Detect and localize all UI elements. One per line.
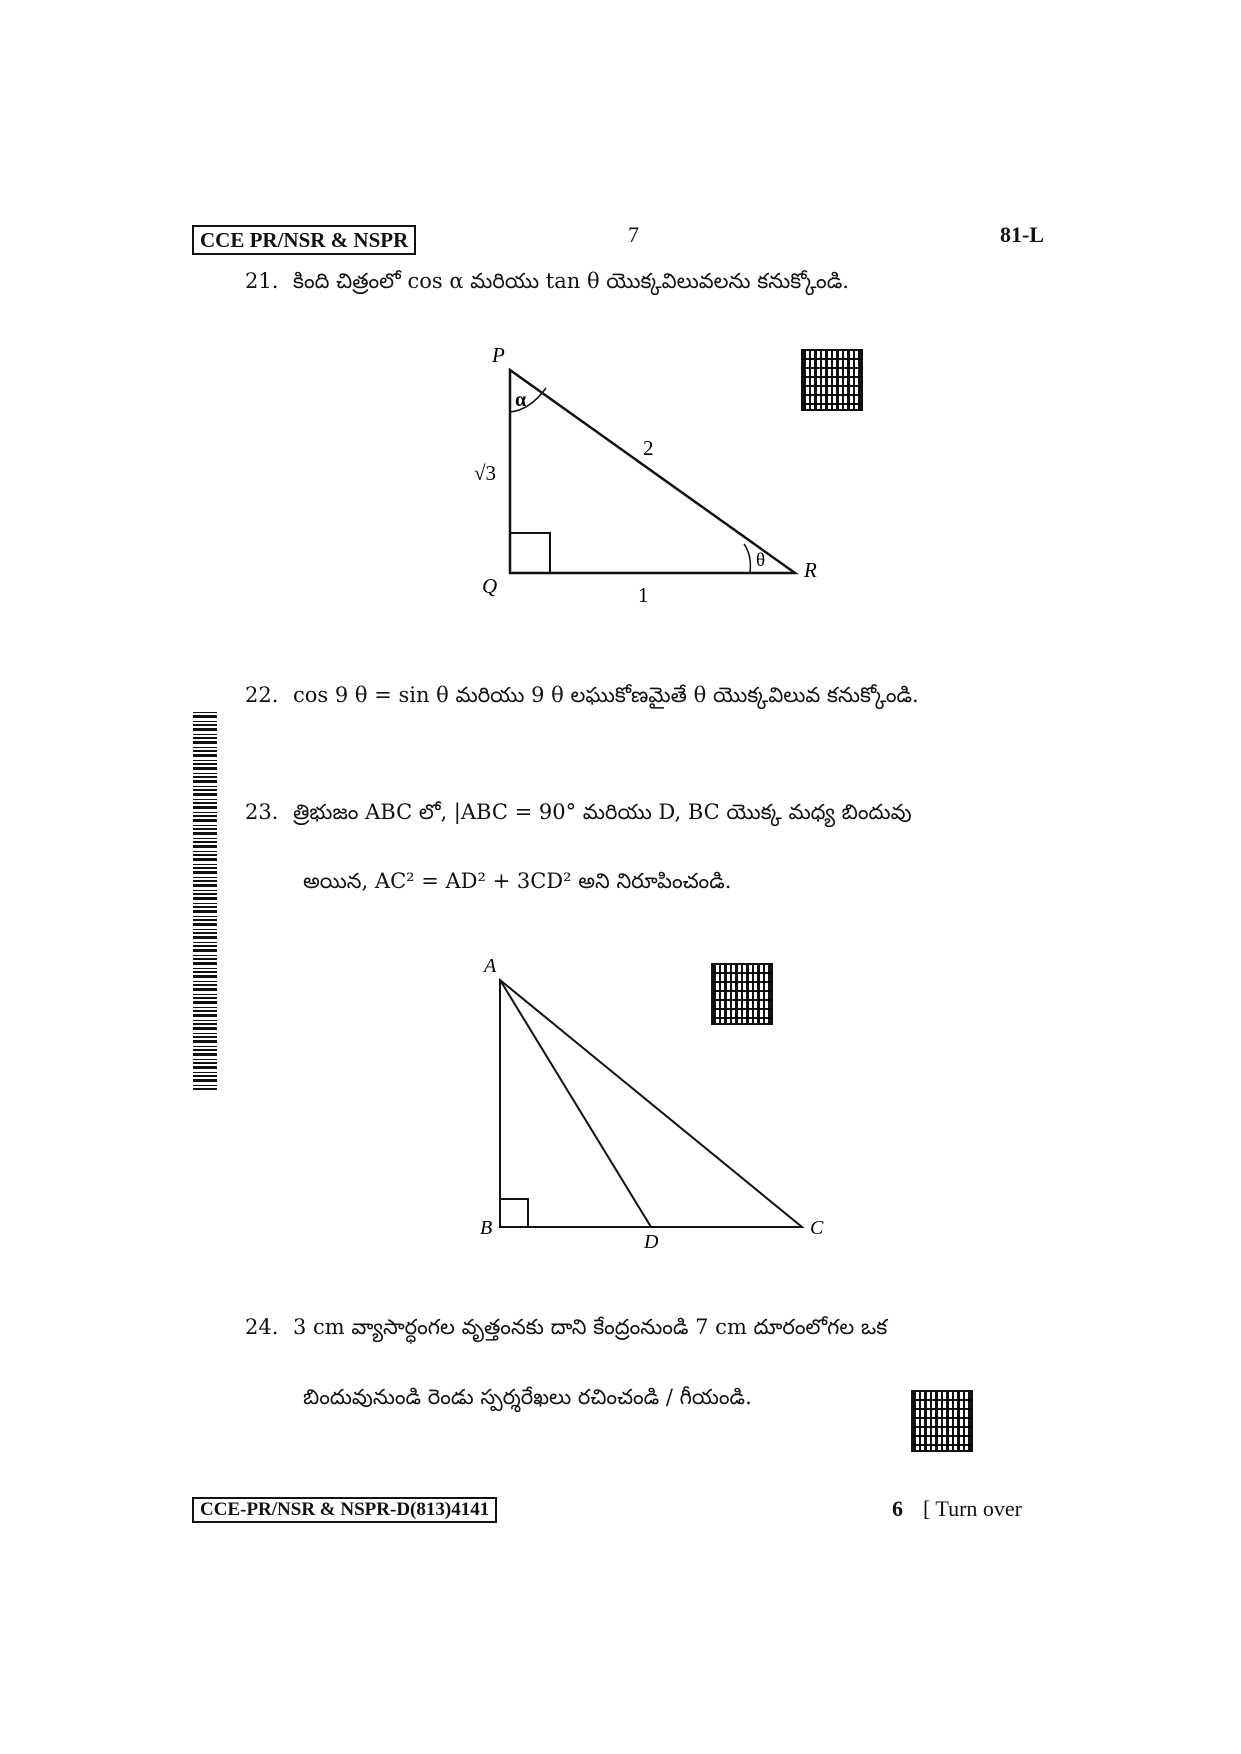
vertex-label-r: R: [804, 558, 817, 582]
right-angle-mark: [510, 533, 550, 573]
triangle-pqr: [510, 370, 795, 573]
vertex-label-b: B: [480, 1217, 493, 1239]
angle-theta-arc: [744, 544, 750, 573]
qr-code-icon: [801, 349, 863, 411]
question-number: 23.: [245, 800, 279, 824]
point-label-d: D: [644, 1231, 659, 1250]
barcode-icon: [193, 712, 217, 1090]
triangle-abc-figure: [470, 950, 840, 1250]
question-text: 3 cm వ్యాసార్ధంగల వృత్తంనకు దాని కేంద్రంనుండి 7 cm దూరంలోగల ఒక: [293, 1315, 888, 1339]
qr-code-icon: [911, 1390, 973, 1452]
side-pq-label: √3: [474, 461, 497, 485]
footer-page-number: 6: [892, 1496, 903, 1521]
vertex-label-a: A: [484, 955, 497, 977]
question-number: 21.: [245, 269, 279, 293]
paper-code: 81-L: [1000, 222, 1044, 247]
side-pr-label: 2: [643, 436, 654, 460]
vertex-label-p: P: [492, 343, 505, 367]
angle-alpha-label: α: [515, 389, 527, 411]
median-ad: [500, 980, 651, 1227]
page-number: 7: [628, 222, 639, 247]
triangle-pqr-figure: [460, 340, 840, 610]
question-23-line-1: [245, 797, 912, 827]
question-text: కింది చిత్రంలో cos α మరియు tan θ యొక్కవిలువలను కనుక్కోండి.: [293, 269, 849, 293]
question-text: త్రిభుజం ABC లో, |ABC = 90° మరియు D, BC యొక్క మధ్య బిందువు: [293, 800, 912, 824]
footer-code-box: CCE-PR/NSR & NSPR-D(813)4141: [192, 1497, 497, 1523]
header-code-box: CCE PR/NSR & NSPR: [192, 225, 416, 255]
side-qr-label: 1: [638, 583, 649, 607]
right-angle-mark: [500, 1199, 528, 1227]
qr-code-icon: [711, 963, 773, 1025]
turn-over-text: [ Turn over: [923, 1496, 1023, 1521]
question-23-line-2: అయిన, AC² = AD² + 3CD² అని నిరూపించండి.: [303, 869, 732, 893]
question-number: 22.: [245, 683, 279, 707]
question-22: [245, 680, 919, 710]
question-number: 24.: [245, 1315, 279, 1339]
question-24-line-1: [245, 1312, 887, 1342]
angle-theta-label: θ: [756, 550, 766, 571]
vertex-label-q: Q: [482, 574, 498, 598]
question-21: [245, 266, 849, 296]
vertex-label-c: C: [810, 1217, 824, 1239]
question-24-line-2: బిందువునుండి రెండు స్పర్శరేఖలు రచించండి / గీయండి.: [303, 1385, 752, 1409]
question-text: cos 9 θ = sin θ మరియు 9 θ లఘుకోణమైతే θ యొక్కవిలువ కనుక్కోండి.: [293, 683, 919, 707]
